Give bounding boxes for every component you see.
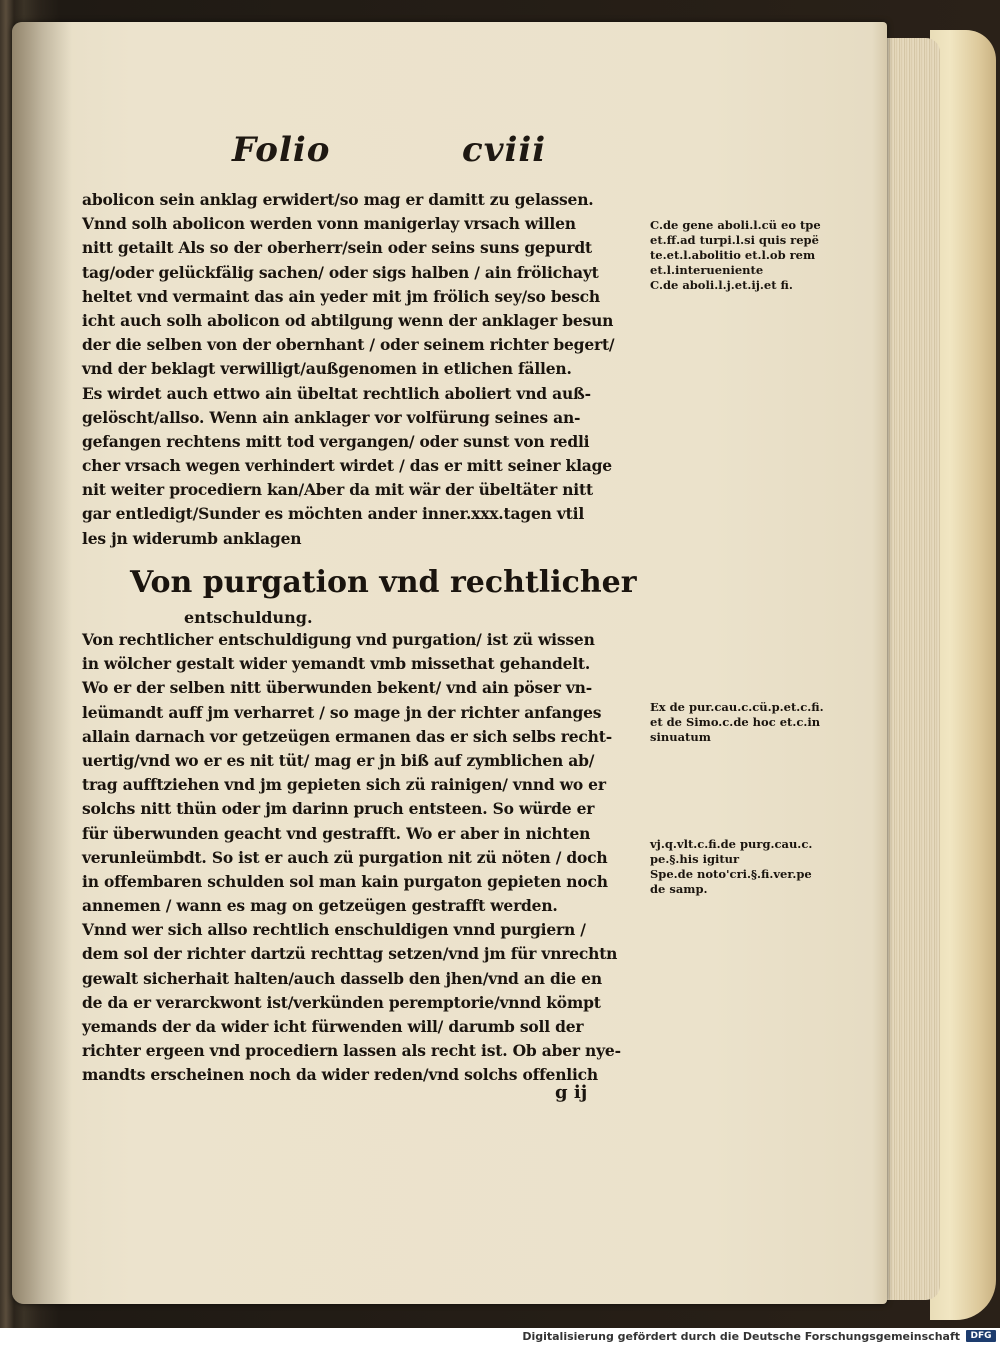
text-line: gelöscht/allso. Wenn ain anklager vor volfürung seines an- [82,407,581,427]
text-line: Es wirdet auch ettwo ain übeltat rechtlich aboliert vnd auß- [82,383,591,403]
marginal-note-1 [650,218,840,293]
footer-text: Digitalisierung gefördert durch die Deutsche Forschungsgemeinschaft [522,1330,960,1343]
text-line: verunleümbdt. So ist er auch zü purgation nit zü nöten / doch [82,847,608,867]
marginal-line: de samp. [650,882,708,896]
text-line: de da er verarckwont ist/verkünden peremptorie/vnnd kömpt [82,992,601,1012]
dfg-logo: DFG [966,1330,996,1342]
text-line: les jn widerumb anklagen [82,528,302,548]
text-line: in wölcher gestalt wider yemandt vmb missethat gehandelt. [82,654,591,674]
marginal-line: Ex de pur.cau.c.cü.p.et.c.fi. [650,700,824,714]
folio-label: Folio [232,130,331,170]
text-line: allain darnach vor getzeügen ermanen das er sich selbs recht- [82,726,612,746]
gutter-shadow [12,22,72,1304]
folio-number: cviii [462,130,547,170]
marginal-line: C.de aboli.l.j.et.ij.et fi. [650,278,793,292]
section-heading: Von purgation vnd rechtlicher [130,565,637,600]
text-line: gar entledigt/Sunder es möchten ander inner.xxx.tagen vtil [82,504,585,524]
section-subheading: entschuldung. [184,608,313,627]
marginal-line: et.l.interueniente [650,263,764,277]
text-line: dem sol der richter dartzü rechttag setzen/vnd jm für vnrechtn [82,944,618,964]
marginal-note-2 [650,700,840,745]
text-line: der die selben von der obernhant / oder seinem richter begert/ [82,335,615,355]
marginal-line: et.ff.ad turpi.l.si quis repë [650,233,819,247]
text-line: Von rechtlicher entschuldigung vnd purgation/ ist zü wissen [82,630,595,649]
text-line: icht auch solh abolicon od abtilgung wenn der anklager besun [82,310,614,330]
text-line: Wo er der selben nitt überwunden bekent/ vnd ain pöser vn- [82,678,592,698]
text-line: uertig/vnd wo er es nit tüt/ mag er jn biß auf zymblichen ab/ [82,750,595,770]
text-line: yemands der da wider icht fürwenden will/ darumb soll der [82,1017,584,1036]
text-line: leümandt auff jm verharret / so mage jn der richter anfanges [82,702,602,722]
text-line: mandts erscheinen noch da wider reden/vnd solchs offenlich [82,1065,598,1085]
text-line: in offembaren schulden sol man kain purgaton gepieten noch [82,871,608,891]
previous-page-fragments [0,40,14,1280]
paragraph-2 [82,628,642,1088]
marginal-line: pe.§.his igitur [650,852,740,866]
digitization-footer [0,1328,1000,1345]
text-line: Vnnd solh abolicon werden vonn manigerlay vrsach willen [82,214,576,234]
text-line: gewalt sicherhait halten/auch dasselb den jhen/vnd an die en [82,968,602,988]
text-line: cher vrsach wegen verhindert wirdet / das er mitt seiner klage [82,456,612,476]
marginal-line: vj.q.vlt.c.fi.de purg.cau.c. [650,837,813,851]
text-line: nit weiter procediern kan/Aber da mit wär der übeltäter nitt [82,480,593,500]
marginal-note-3 [650,837,840,897]
marginal-line: sinuatum [650,730,711,744]
text-line: solchs nitt thün oder jm darinn pruch entsteen. So würde er [82,799,595,819]
text-line: gefangen rechtens mitt tod vergangen/ oder sunst von redli [82,431,590,451]
signature-mark: g ij [555,1082,588,1103]
text-line: richter ergeen vnd procediern lassen als recht ist. Ob aber nye- [82,1041,621,1061]
text-line: vnd der beklagt verwilligt/außgenomen in etlichen fällen. [82,359,572,379]
marginal-line: C.de gene aboli.l.cü eo tpe [650,218,821,232]
text-line: annemen / wann es mag on getzeügen gestrafft werden. [82,896,558,916]
text-line: tag/oder gelückfälig sachen/ oder sigs halben / ain frölichayt [82,262,599,282]
text-line: für überwunden geacht vnd gestrafft. Wo er aber in nichten [82,823,591,843]
paragraph-1 [82,188,642,551]
marginal-line: et de Simo.c.de hoc et.c.in [650,715,821,729]
text-line: trag aufftziehen vnd jm gepieten sich zü rainigen/ vnnd wo er [82,775,606,795]
marginal-line: te.et.l.abolitio et.l.ob rem [650,248,816,262]
marginal-line: Spe.de noto'cri.§.fi.ver.pe [650,867,812,881]
text-line: Vnnd wer sich allso rechtlich enschuldigen vnnd purgiern / [82,920,586,940]
text-line: abolicon sein anklag erwidert/so mag er damitt zu gelassen. [82,190,594,209]
text-line: nitt getailt Als so der oberherr/sein oder seins suns gepurdt [82,238,592,258]
text-line: heltet vnd vermaint das ain yeder mit jm frölich sey/so besch [82,286,600,306]
